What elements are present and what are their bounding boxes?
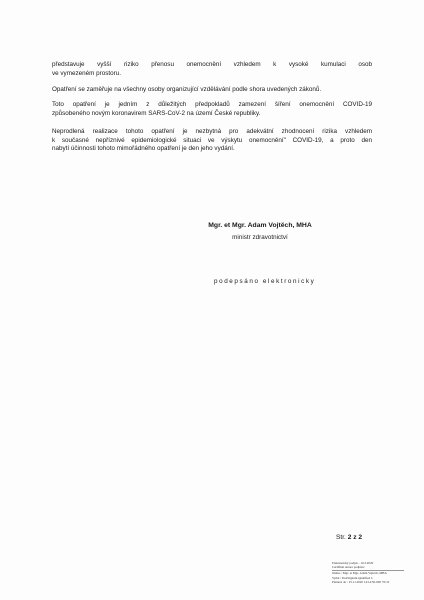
paragraph-line: Neprodlená realizace tohoto opatření je nezbytná pro adekvátní zhodnocení rizika vzhledem — [52, 128, 372, 135]
electronic-signature-stamp — [332, 561, 412, 584]
paragraph-scope — [52, 86, 372, 95]
paragraph-urgency — [52, 128, 372, 154]
paragraph-line: Opatření se zaměřuje na všechny osoby organizující vzdělávání podle shora uvedených zákonů. — [52, 86, 322, 93]
page-current: 2 — [347, 534, 352, 541]
paragraph-line: Toto opatření je jedním z důležitých předpokladů zamezení šíření onemocnění COVID-19 — [52, 101, 372, 108]
page-total: 2 — [358, 534, 363, 541]
paragraph-measure — [52, 101, 372, 118]
stamp-line: Platnost do : 25.11.2020 14:14:50-000 +01:0 — [332, 579, 390, 584]
paragraph-line: nabytí účinnosti tohoto mimořádného opatření je den jeho vydání. — [52, 145, 235, 153]
page-number — [336, 534, 362, 541]
page-separator: z — [353, 534, 357, 541]
stamp-line: Certifikát autora podpisu: — [332, 565, 365, 570]
paragraph-line: k současné nepříznivé epidemiologické situaci ve výskytu onemocnění" COVID-19, a proto den — [52, 136, 372, 144]
paragraph-line: způsobeného novým koronavirem SARS-CoV-2 na území České republiky. — [52, 109, 261, 117]
paragraph-line: představuje vyšší riziko přenosu onemocnění vzhledem k vysoké kumulaci osob — [52, 61, 372, 68]
signed-electronically-note: podepsáno elektronicky — [214, 278, 316, 285]
signatory-role: ministr zdravotnictví — [232, 234, 288, 241]
stamp-line: Jméno : Mgr. et Mgr. Adam Vojtěch, MHA — [332, 571, 387, 576]
signatory-name: Mgr. et Mgr. Adam Vojtěch, MHA — [208, 222, 312, 229]
stamp-line: Vydal : PostSignum Qualified C — [332, 575, 374, 580]
stamp-line: Elektronický podpis - 10.3.2020 — [332, 561, 374, 565]
paragraph-risk — [52, 61, 372, 78]
paragraph-line: ve vymezeném prostoru. — [52, 69, 121, 77]
page-prefix: Str. — [336, 534, 346, 541]
